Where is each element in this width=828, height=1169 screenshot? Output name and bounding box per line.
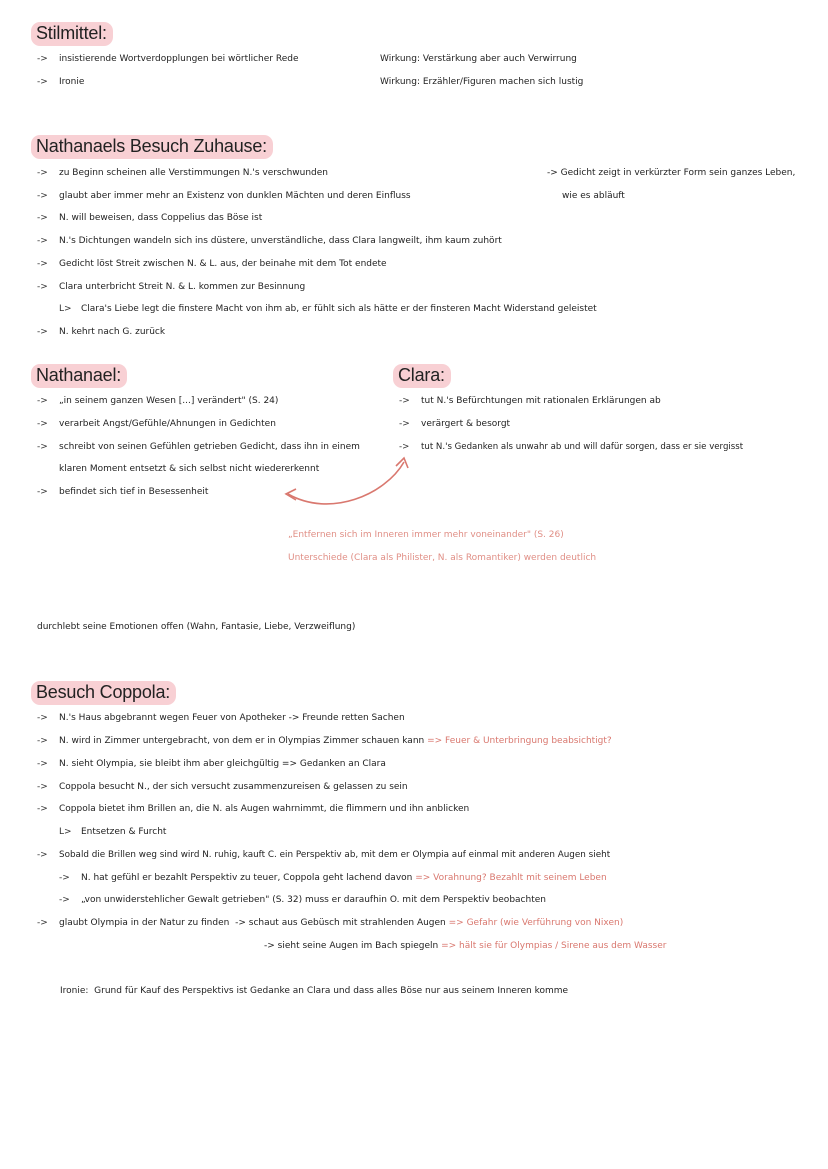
arrow-icon: -> bbox=[399, 396, 410, 406]
list-sub-item: L> Entsetzen & Furcht bbox=[59, 827, 167, 837]
arrow-icon: -> bbox=[59, 895, 70, 905]
arrow-icon: -> bbox=[264, 941, 275, 951]
list-item: -> verärgert & besorgt bbox=[399, 419, 511, 429]
heading-besuch-coppola: Besuch Coppola: bbox=[31, 681, 176, 705]
list-item: -> N. sieht Olympia, sie bleibt ihm aber gleichgültig => Gedanken an Clara bbox=[37, 759, 386, 769]
arrow-icon: -> bbox=[37, 77, 48, 87]
list-item: -> N.'s Haus abgebrannt wegen Feuer von Apotheker -> Freunde retten Sachen bbox=[37, 713, 405, 723]
side-note: -> Gedicht zeigt in verkürzter Form sein ganzes Leben, bbox=[547, 168, 796, 178]
heading-stilmittel: Stilmittel: bbox=[31, 22, 113, 46]
list-item: -> N. wird in Zimmer untergebracht, von dem er in Olympias Zimmer schauen kann => Feuer & Unterbringung beabsichtigt? bbox=[37, 736, 612, 746]
arrow-icon: -> bbox=[37, 782, 48, 792]
side-note: wie es abläuft bbox=[562, 191, 625, 201]
list-item: -> glaubt Olympia in der Natur zu finden -> schaut aus Gebüsch mit strahlenden Augen => Gefahr (wie Verführung von Nixen) bbox=[37, 918, 624, 928]
list-item: -> zu Beginn scheinen alle Verstimmungen N.'s verschwunden bbox=[37, 168, 328, 178]
list-item: -> tut N.'s Gedanken als unwahr ab und will dafür sorgen, dass er sie vergisst bbox=[399, 442, 744, 452]
list-item: -> Sobald die Brillen weg sind wird N. ruhig, kauft C. ein Perspektiv ab, mit dem er Olympia auf einmal mit anderen Augen sieht bbox=[37, 850, 611, 860]
stilmittel-text: Ironie bbox=[59, 77, 85, 87]
arrow-icon: -> bbox=[37, 759, 48, 769]
list-sub-item: -> „von unwiderstehlicher Gewalt getrieben" (S. 32) muss er daraufhin O. mit dem Perspektiv beobachten bbox=[59, 895, 546, 905]
heading-clara: Clara: bbox=[393, 364, 451, 388]
list-item: -> glaubt aber immer mehr an Existenz von dunklen Mächten und deren Einfluss bbox=[37, 191, 411, 201]
list-item: -> befindet sich tief in Besessenheit bbox=[37, 487, 209, 497]
arrow-icon: -> bbox=[37, 213, 48, 223]
arrow-icon: -> bbox=[37, 487, 48, 497]
arrow-icon: -> bbox=[37, 918, 48, 928]
arrow-icon: -> bbox=[37, 54, 48, 64]
arrow-icon: -> bbox=[37, 259, 48, 269]
heading-besuch-zuhause: Nathanaels Besuch Zuhause: bbox=[31, 135, 273, 159]
arrow-icon: -> bbox=[37, 396, 48, 406]
arrow-icon: -> bbox=[37, 282, 48, 292]
arrow-icon: -> bbox=[37, 442, 48, 452]
arrow-icon: -> bbox=[37, 191, 48, 201]
list-item: -> N. will beweisen, dass Coppelius das Böse ist bbox=[37, 213, 263, 223]
list-item-continuation: klaren Moment entsetzt & sich selbst nicht wiedererkennt bbox=[59, 464, 320, 474]
sub-arrow-icon: L> bbox=[59, 304, 72, 314]
center-note: Unterschiede (Clara als Philister, N. als Romantiker) werden deutlich bbox=[288, 553, 597, 563]
list-item: -> N.'s Dichtungen wandeln sich ins düstere, unverständliche, dass Clara langweilt, ihm kaum zuhört bbox=[37, 236, 502, 246]
list-item: -> Gedicht löst Streit zwischen N. & L. aus, der beinahe mit dem Tot endete bbox=[37, 259, 387, 269]
arrow-icon: -> bbox=[37, 713, 48, 723]
list-item: -> Clara unterbricht Streit N. & L. kommen zur Besinnung bbox=[37, 282, 306, 292]
arrow-icon: -> bbox=[37, 168, 48, 178]
arrow-icon: -> bbox=[399, 419, 410, 429]
ironie-label: Ironie: bbox=[60, 986, 89, 996]
arrow-icon: -> bbox=[399, 442, 410, 452]
arrow-icon: -> bbox=[59, 873, 70, 883]
arrow-icon: -> bbox=[37, 804, 48, 814]
arrow-icon: -> bbox=[37, 236, 48, 246]
list-item: -> schreibt von seinen Gefühlen getrieben Gedicht, dass ihn in einem bbox=[37, 442, 360, 452]
stilmittel-effect: Wirkung: Verstärkung aber auch Verwirrung bbox=[380, 54, 577, 64]
center-note: „Entfernen sich im Inneren immer mehr voneinander" (S. 26) bbox=[288, 530, 564, 540]
arrow-icon: -> bbox=[37, 850, 48, 860]
sub-arrow-icon: L> bbox=[59, 827, 72, 837]
list-item: -> sieht seine Augen im Bach spiegeln => hält sie für Olympias / Sirene aus dem Wasser bbox=[264, 941, 667, 951]
stilmittel-effect: Wirkung: Erzähler/Figuren machen sich lustig bbox=[380, 77, 584, 87]
arrow-icon: -> bbox=[37, 327, 48, 337]
emotions-line: durchlebt seine Emotionen offen (Wahn, Fantasie, Liebe, Verzweiflung) bbox=[37, 622, 356, 632]
ironie-text: Grund für Kauf des Perspektivs ist Gedanke an Clara und dass alles Böse nur aus seinem Inneren komme bbox=[94, 986, 569, 996]
arrow-icon: -> bbox=[37, 419, 48, 429]
arrow-icon: -> bbox=[235, 918, 246, 928]
list-item: -> „in seinem ganzen Wesen [...] verändert" (S. 24) bbox=[37, 396, 279, 406]
list-item: -> Coppola besucht N., der sich versucht zusammenzureisen & gelassen zu sein bbox=[37, 782, 408, 792]
list-item: -> Coppola bietet ihm Brillen an, die N. als Augen wahrnimmt, die flimmern und ihn anblicken bbox=[37, 804, 470, 814]
list-item: -> N. kehrt nach G. zurück bbox=[37, 327, 166, 337]
list-item: -> verarbeit Angst/Gefühle/Ahnungen in Gedichten bbox=[37, 419, 276, 429]
heading-nathanael: Nathanael: bbox=[31, 364, 127, 388]
ironie-line bbox=[60, 985, 568, 997]
arrow-icon: -> bbox=[37, 736, 48, 746]
list-sub-item: L> Clara's Liebe legt die finstere Macht von ihm ab, er fühlt sich als hätte er der finsteren Macht Widerstand geleistet bbox=[59, 304, 597, 314]
list-sub-item: -> N. hat gefühl er bezahlt Perspektiv zu teuer, Coppola geht lachend davon => Vorahnung? Bezahlt mit seinem Leben bbox=[59, 873, 607, 883]
list-item: -> tut N.'s Befürchtungen mit rationalen Erklärungen ab bbox=[399, 396, 661, 406]
stilmittel-text: insistierende Wortverdopplungen bei wörtlicher Rede bbox=[59, 54, 299, 64]
